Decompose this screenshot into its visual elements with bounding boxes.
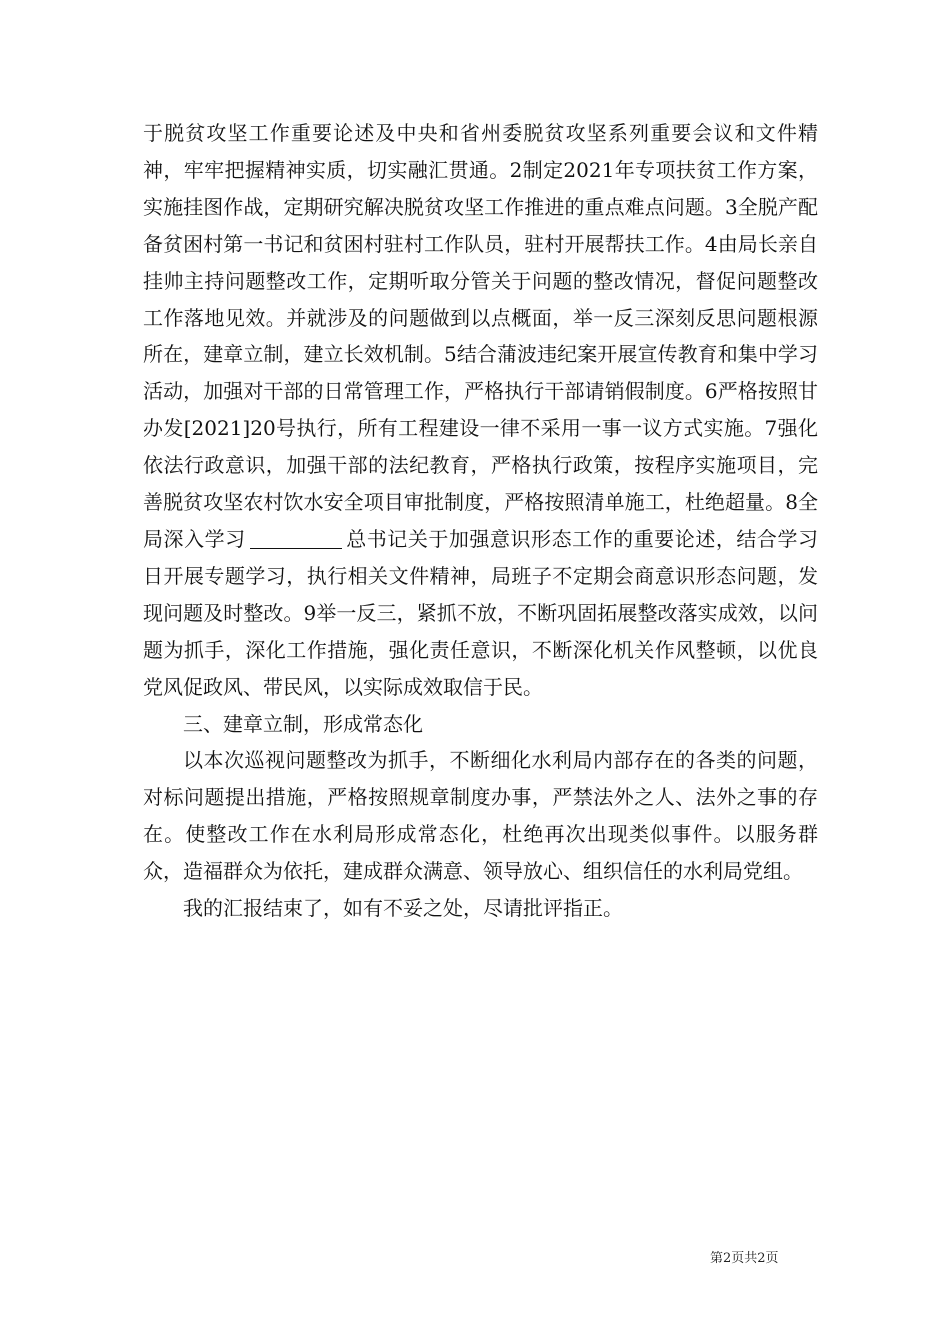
- closing-paragraph: 我的汇报结束了，如有不妥之处，尽请批评指正。: [183, 896, 623, 921]
- section-three-paragraph: 以本次巡视问题整改为抓手，不断细化水利局内部存在的各类的问题，对标问题提出措施，严格按照规章制度办事，严禁法外之人、法外之事的存在。使整改工作在水利局形成常态化，杜绝再次出现类似事件。以服务群众，造福群众为依托，建成群众满意、领导放心、组织信任的水利局党组。: [143, 748, 818, 884]
- section-heading: 三、建章立制，形成常态化: [183, 711, 423, 736]
- redacted-name-blank: [250, 528, 342, 549]
- continued-paragraph: [143, 115, 818, 706]
- document-body: [143, 115, 818, 927]
- page-indicator: 第2页共2页: [710, 1251, 779, 1266]
- paragraph-text-part-b: 总书记关于加强意识形态工作的重要论述，结合学习日开展专题学习，执行相关文件精神，局班子不定期会商意识形态问题，发现问题及时整改。9举一反三，紧抓不放，不断巩固拓展整改落实成效，以问题为抓手，深化工作措施，强化责任意识，不断深化机关作风整顿，以优良党风促政风、带民风，以实际成效取信于民。: [143, 526, 819, 699]
- paragraph-text-part-a: 于脱贫攻坚工作重要论述及中央和省州委脱贫攻坚系列重要会议和文件精神，牢牢把握精神实质，切实融汇贯通。2制定2021年专项扶贫工作方案，实施挂图作战，定期研究解决脱贫攻坚工作推进的重点难点问题。3全脱产配备贫困村第一书记和贫困村驻村工作队员，驻村开展帮扶工作。4由局长亲自挂帅主持问题整改工作，定期听取分管关于问题的整改情况，督促问题整改工作落地见效。并就涉及的问题做到以点概面，举一反三深刻反思问题根源所在，建章立制，建立长效机制。5结合蒲波违纪案开展宣传教育和集中学习活动，加强对干部的日常管理工作，严格执行干部请销假制度。6严格按照甘办发[2021]20号执行，所有工程建设一律不采用一事一议方式实施。7强化依法行政意识，加强干部的法纪教育，严格执行政策，按程序实施项目，完善脱贫攻坚农村饮水安全项目审批制度，严格按照清单施工，杜绝超量。8全局深入学习: [143, 121, 818, 551]
